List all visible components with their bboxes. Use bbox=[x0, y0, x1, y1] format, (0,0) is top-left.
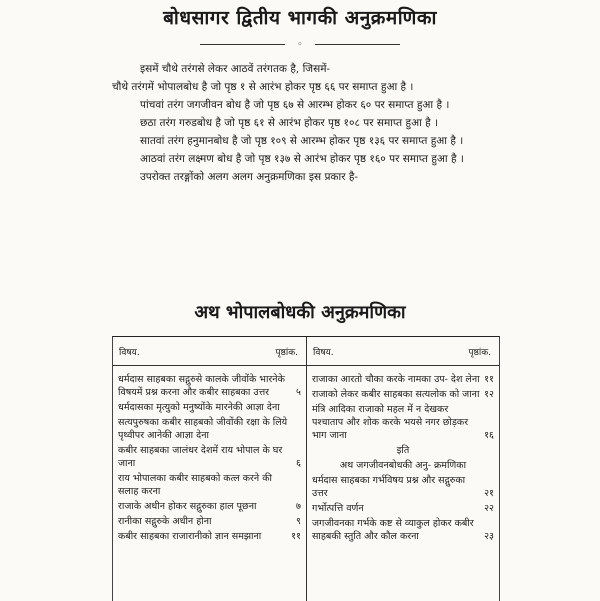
intro-line: आठवां तरंग लक्ष्मण बोध है जो पृष्ठ १३७ से आरंभ होकर पृष्ठ १६० पर समाप्त हुआ है । bbox=[140, 153, 464, 165]
toc-entry bbox=[113, 373, 306, 399]
intro-line: छठा तरंग गरुडबोध है जो पृष्ठ ६१ से आरंभ होकर पृष्ठ १०८ पर समाप्त हुआ है । bbox=[140, 117, 439, 129]
entry-page: ५ bbox=[296, 387, 301, 398]
toc-entry bbox=[113, 515, 306, 528]
entry-page: १६ bbox=[484, 430, 494, 441]
entry-text: सत्यपुरुषका कबीर साहबको जीवोंकी रक्षा के लिये पृथ्वीपर आनेकी आज्ञा देना bbox=[118, 417, 288, 441]
entry-text: जगजीवनका गर्भके कष्ट से व्याकुल होकर कबीर साहबकी स्तुति और कौल करना bbox=[312, 518, 474, 542]
toc-header-right bbox=[307, 337, 499, 365]
toc-header-left bbox=[113, 337, 306, 365]
intro-line: इसमें चौथे तरंगसे लेकर आठवें तरंगतक है, जिसमें- bbox=[140, 63, 331, 75]
entry-page: २१ bbox=[484, 488, 494, 499]
toc-entry bbox=[307, 474, 499, 500]
toc-entry bbox=[307, 517, 499, 543]
entry-text: धर्मदास साहबका गर्भविषय प्रश्न और सद्गुरुका उत्तर bbox=[312, 475, 466, 499]
ornament-line-right bbox=[315, 44, 400, 45]
toc-entry bbox=[307, 403, 499, 442]
subject-header: विषय. bbox=[313, 348, 334, 358]
toc-rows-left bbox=[113, 365, 306, 543]
toc-entry bbox=[113, 530, 306, 543]
section-heading: अथ भोपालबोधकी अनुक्रमणिका bbox=[194, 302, 406, 323]
toc-entry bbox=[113, 444, 306, 470]
toc-rows-right bbox=[307, 365, 499, 543]
entry-text: गर्भोत्पत्ति वर्णन bbox=[312, 503, 364, 514]
entry-text: राय भोपालका कबीर साहबको कत्ल करने की सलाह करना bbox=[118, 473, 272, 497]
toc-entry bbox=[307, 502, 499, 515]
page-title: बोधसागर द्वितीय भागकी अनुक्रमणिका bbox=[163, 7, 437, 29]
toc-section-end bbox=[307, 444, 499, 457]
toc-entry bbox=[113, 472, 306, 498]
entry-page: २२ bbox=[484, 503, 494, 514]
toc-entry bbox=[113, 416, 306, 442]
intro-line: उपरोक्त तरङ्गोंको अलग अलग अनुक्रमणिका इस प्रकार है- bbox=[140, 171, 358, 183]
entry-text: अथ जगजीवनबोधकी अनु- क्रमणिका bbox=[339, 460, 467, 471]
subject-header: विषय. bbox=[119, 348, 140, 358]
entry-text: राजाका आरतो चौका करके नामका उप- देश लेना bbox=[312, 374, 480, 385]
toc-entry bbox=[307, 373, 499, 386]
page-header: पृष्ठांक. bbox=[275, 348, 298, 358]
entry-text: इति bbox=[396, 445, 410, 456]
entry-page: २३ bbox=[484, 531, 494, 542]
ornament-dot-icon: ◦ bbox=[297, 40, 303, 50]
entry-page: ७ bbox=[296, 501, 301, 512]
toc-section-heading bbox=[307, 459, 499, 472]
entry-page: ११ bbox=[291, 531, 301, 542]
entry-page: १२ bbox=[484, 389, 494, 400]
intro-text bbox=[112, 60, 498, 186]
entry-text: कबीर साहबका जालंधर देशमें राय भोपाल के घर जाना bbox=[118, 445, 283, 469]
intro-line: सातवां तरंग हनुमानबोध है जो पृष्ठ १०९ से आरम्भ होकर पृष्ठ १३६ पर समाप्त हुआ है । bbox=[140, 135, 464, 147]
entry-page: ९ bbox=[296, 516, 301, 527]
entry-page: ६ bbox=[296, 458, 301, 469]
entry-text: मंत्रि आदिका राजाको महल में न देखकर पश्चाताप और शोक करके भयसे नगर छोड़कर भाग जाना bbox=[312, 404, 469, 441]
intro-line: चौथे तरंगमें भोपालबोध है जो पृष्ठ १ से आरंभ होकर पृष्ठ ६६ पर समाप्त हुआ है । bbox=[112, 81, 414, 93]
page-header: पृष्ठांक. bbox=[468, 348, 491, 358]
toc-column-left bbox=[113, 337, 306, 545]
toc-entry bbox=[113, 500, 306, 513]
intro-line: पांचवां तरंग जगजीवन बोध है जो पृष्ठ ६७ से आरम्भ होकर ६० पर समाप्त हुआ है । bbox=[140, 99, 450, 111]
title-ornament bbox=[200, 40, 400, 50]
entry-text: राजाको लेकर कबीर साहबका सत्यलोक को जाना bbox=[312, 389, 480, 400]
entry-text: कबीर साहबका राजारानीको ज्ञान समझाना bbox=[118, 531, 262, 542]
toc-column-right bbox=[307, 337, 499, 545]
toc-entry bbox=[307, 388, 499, 401]
entry-page: ११ bbox=[484, 374, 494, 385]
toc-table bbox=[112, 336, 500, 601]
entry-text: राजाके अधीन होकर सद्गुरुका हाल पूछना bbox=[118, 501, 257, 512]
ornament-line-left bbox=[200, 44, 285, 45]
entry-text: धर्मदास साहबका सद्गुरुसे कालके जीवोंके भारनेके विषयमें प्रश्न करना और कबीर साहबका उत्तर bbox=[118, 374, 285, 398]
toc-entry bbox=[113, 401, 306, 414]
entry-text: रानीका सद्गुरुके अधीन होना bbox=[118, 516, 212, 527]
entry-text: धर्मदासका मृत्युको मनुष्योंके मारनेकी आज्ञा देना bbox=[118, 402, 280, 413]
